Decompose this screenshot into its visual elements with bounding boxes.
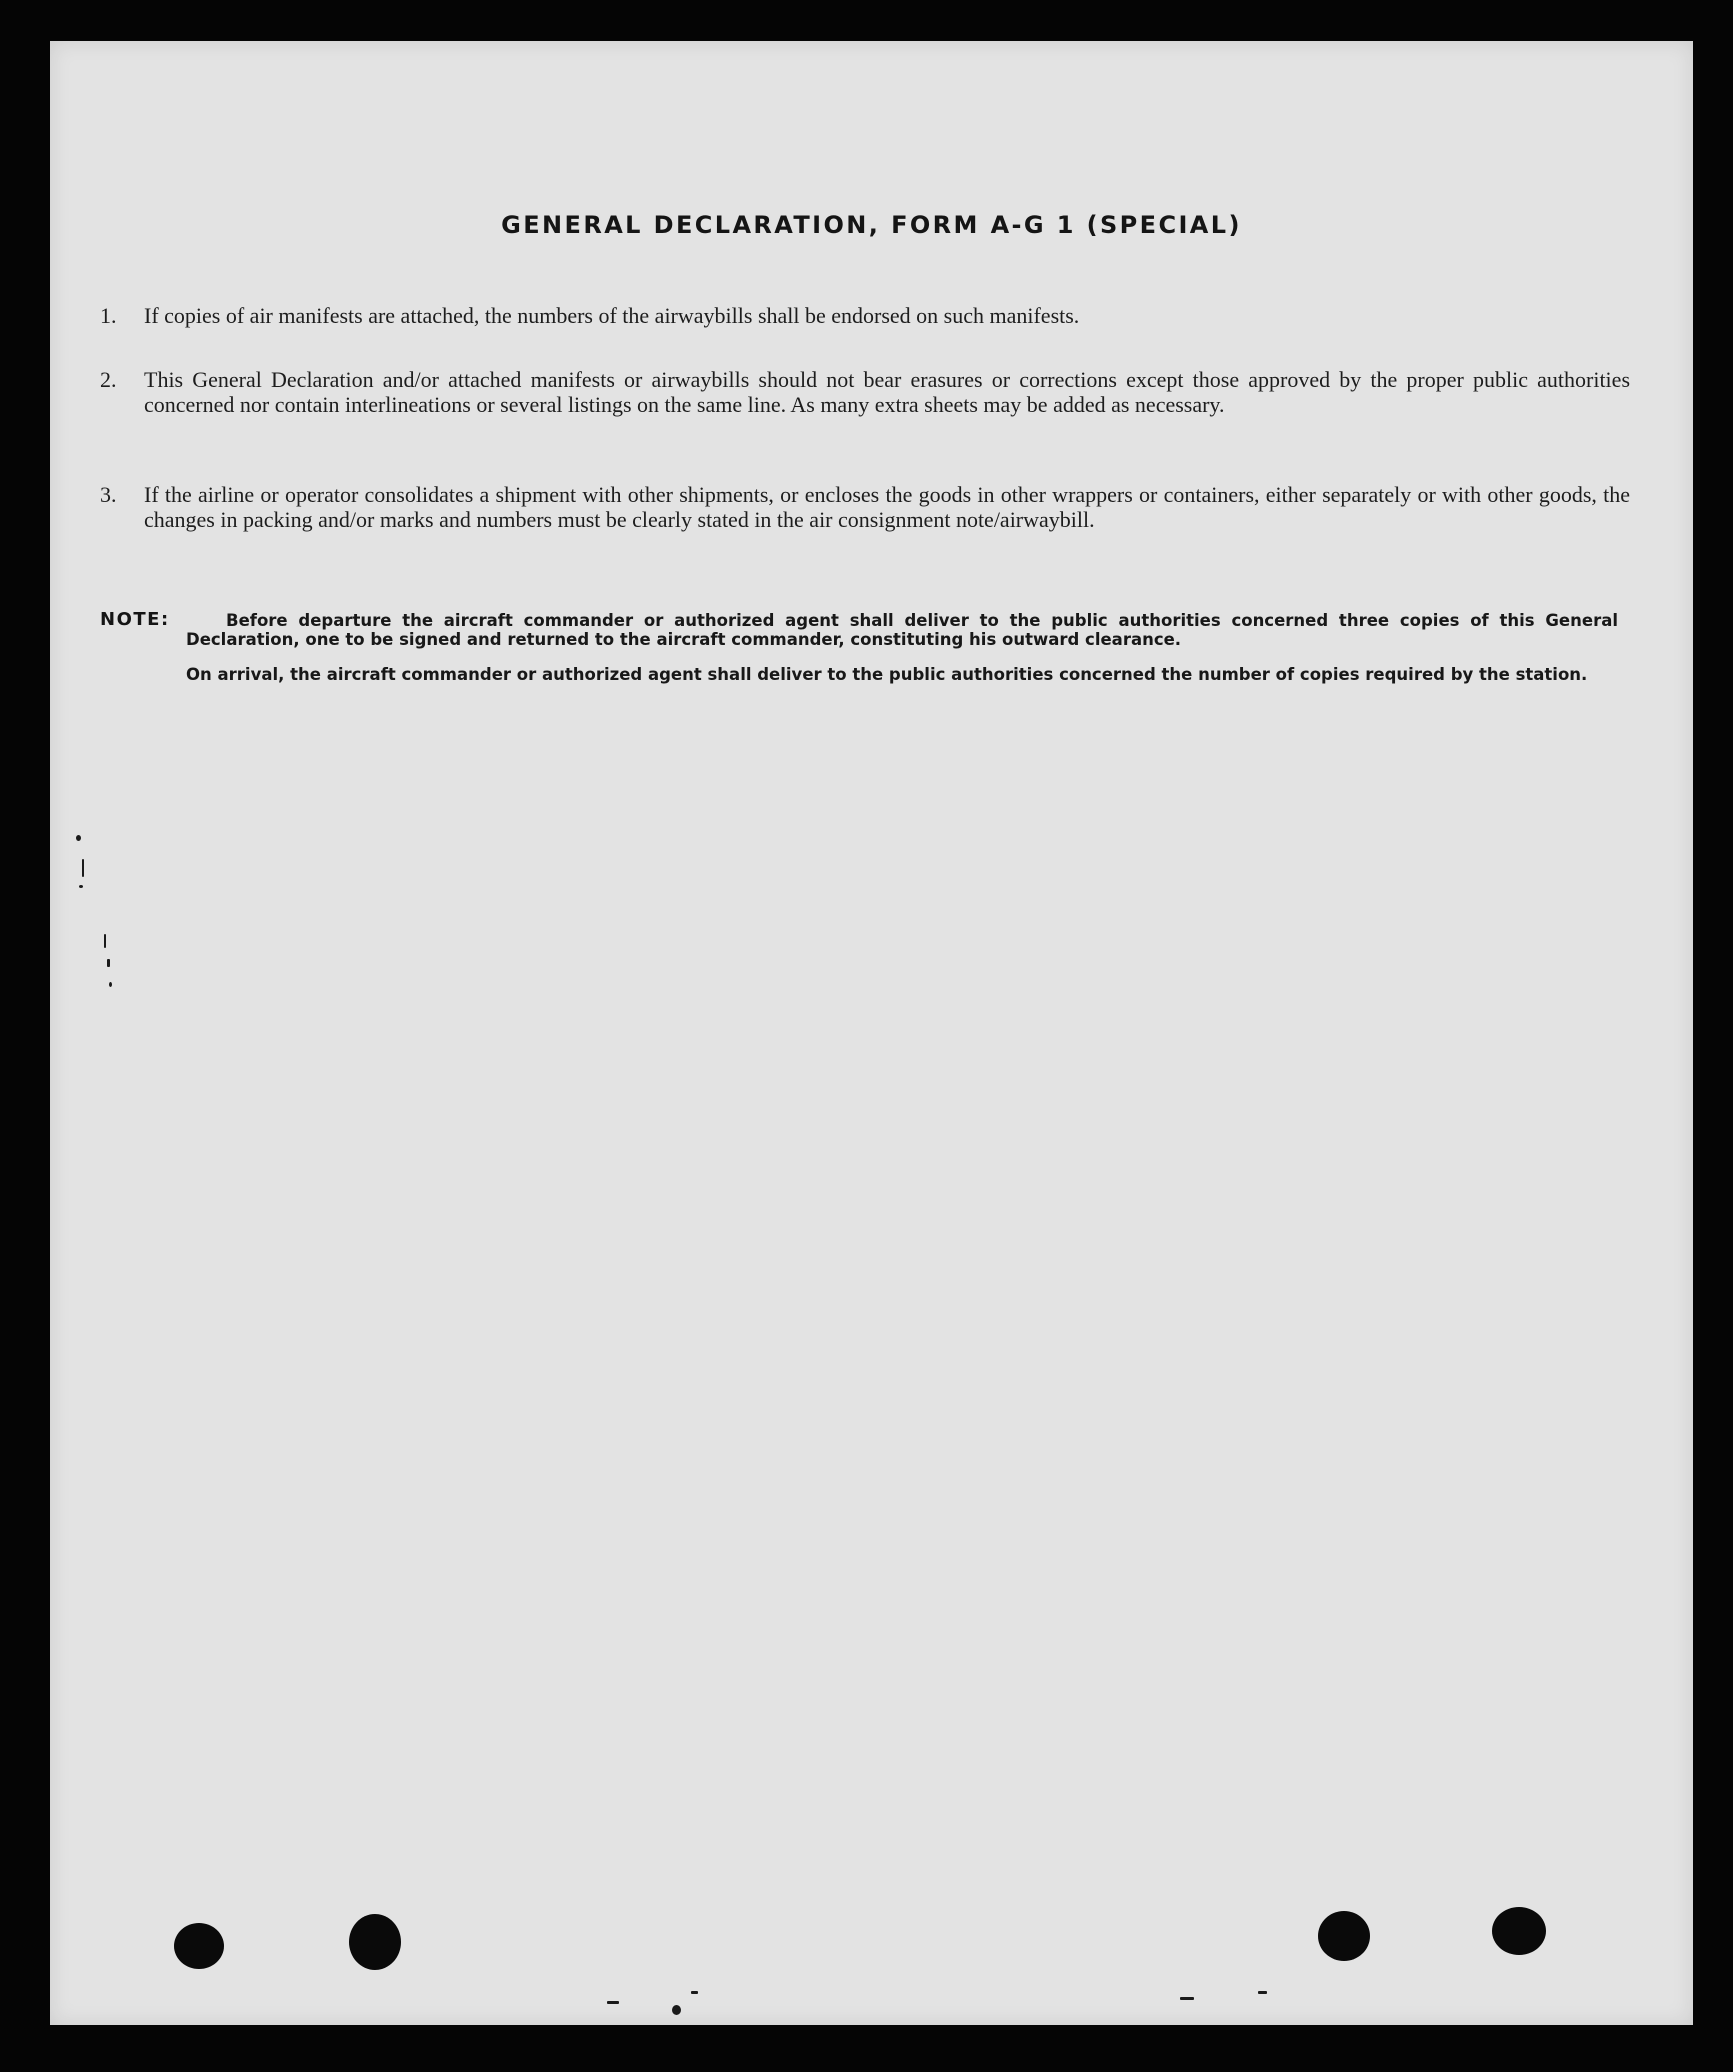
punch-hole (1318, 1911, 1370, 1961)
document-page (50, 41, 1693, 2025)
note-paragraph-arrival: On arrival, the aircraft commander or authorized agent shall deliver to the public authorities concerned the number of copies required by the station. (186, 665, 1588, 684)
note-paragraph-departure: Before departure the aircraft commander or authorized agent shall deliver to the public authorities concerned three copies of this General Declaration, one to be signed and returned to the aircraft commander, constituting his outward clearance. (186, 611, 1618, 649)
item-text: If the airline or operator consolidates a shipment with other shipments, or encloses the goods in other wrappers or containers, either separately or with other goods, the changes in packing and/or marks and numbers must be clearly stated in the air consignment note/airwaybill. (144, 482, 1630, 532)
scan-speck (1258, 1991, 1267, 1994)
scan-speck (672, 2005, 681, 2015)
punch-hole (174, 1923, 224, 1969)
document-title: GENERAL DECLARATION, FORM A-G 1 (SPECIAL) (501, 211, 1242, 239)
scan-speck (107, 959, 110, 967)
item-number: 2. (100, 367, 117, 392)
item-number: 3. (100, 482, 117, 507)
scan-speck (79, 885, 83, 888)
instruction-item-2 (100, 367, 1630, 417)
note-label: NOTE: (100, 609, 170, 630)
scan-speck (76, 835, 81, 841)
scan-speck (104, 934, 106, 948)
scan-speck (82, 859, 84, 877)
scan-speck (691, 1991, 698, 1994)
punch-hole (1492, 1907, 1546, 1955)
scan-speck (109, 982, 112, 987)
instruction-item-3 (100, 482, 1630, 532)
scan-speck (1180, 1997, 1194, 2000)
item-number: 1. (100, 303, 117, 328)
item-text: If copies of air manifests are attached, the numbers of the airwaybills shall be endorsed on such manifests. (144, 303, 1080, 328)
instruction-item-1 (100, 303, 1630, 328)
punch-hole (349, 1914, 401, 1970)
scan-speck (607, 2001, 619, 2004)
item-text: This General Declaration and/or attached manifests or airwaybills should not bear erasures or corrections except those approved by the proper public authorities concerned nor contain interlineations or several listings on the same line. As many extra sheets may be added as necessary. (144, 367, 1630, 417)
